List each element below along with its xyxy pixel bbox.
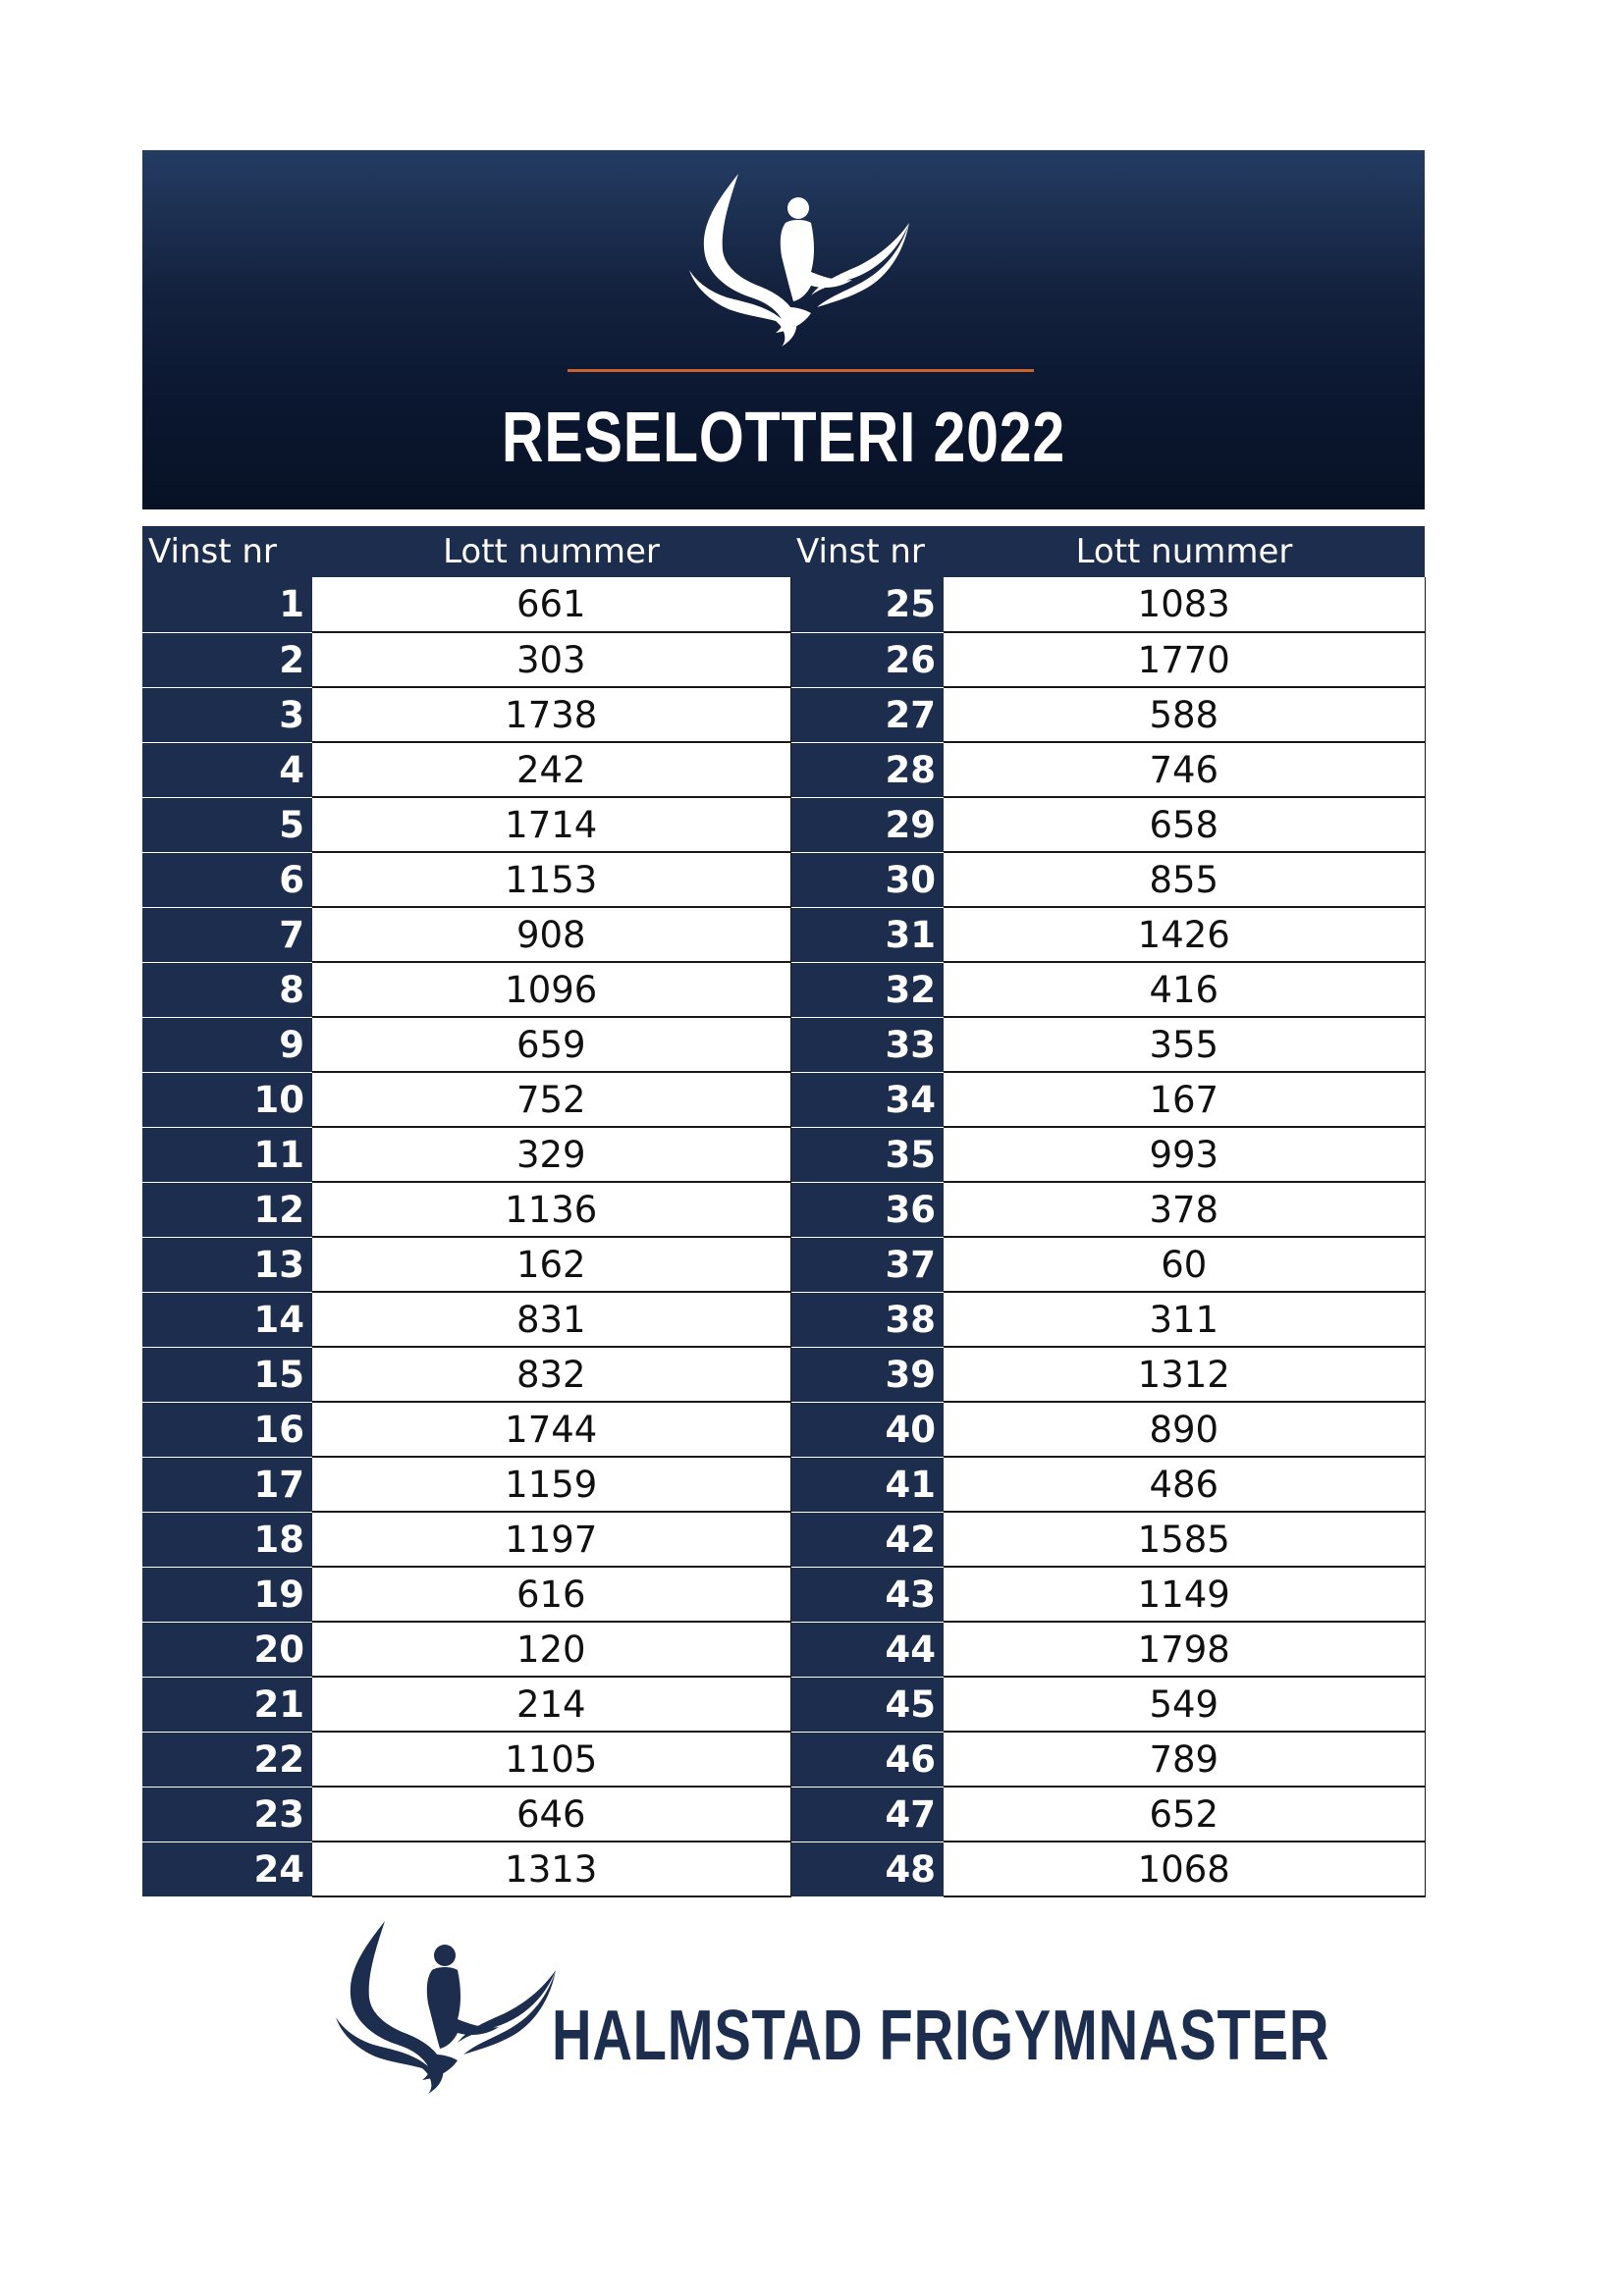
footer-brand: [324, 1919, 1330, 2101]
lott-nummer-cell: 242: [312, 742, 790, 797]
column-header-lott-nummer: Lott nummer: [312, 526, 790, 577]
banner-divider: [568, 369, 1034, 372]
vinst-nr-cell: 45: [790, 1677, 944, 1732]
table-row: [142, 1732, 1425, 1787]
lott-nummer-cell: 659: [312, 1017, 790, 1072]
winged-figure-logo-icon: [677, 172, 913, 348]
lott-nummer-cell: 1136: [312, 1182, 790, 1237]
table-row: [142, 687, 1425, 742]
table-row: [142, 742, 1425, 797]
vinst-nr-cell: 29: [790, 797, 944, 852]
column-header-lott-nummer: Lott nummer: [944, 526, 1425, 577]
table-row: [142, 577, 1425, 632]
vinst-nr-cell: 8: [142, 962, 312, 1017]
lott-nummer-cell: 355: [944, 1017, 1425, 1072]
lott-nummer-cell: 60: [944, 1237, 1425, 1292]
vinst-nr-cell: 1: [142, 577, 312, 632]
vinst-nr-cell: 19: [142, 1567, 312, 1622]
lott-nummer-cell: 588: [944, 687, 1425, 742]
lott-nummer-cell: 1744: [312, 1402, 790, 1457]
lott-nummer-cell: 752: [312, 1072, 790, 1127]
vinst-nr-cell: 34: [790, 1072, 944, 1127]
page-title: RESELOTTERI 2022: [501, 399, 1066, 477]
vinst-nr-cell: 41: [790, 1457, 944, 1512]
vinst-nr-cell: 5: [142, 797, 312, 852]
lott-nummer-cell: 1159: [312, 1457, 790, 1512]
vinst-nr-cell: 18: [142, 1512, 312, 1567]
vinst-nr-cell: 33: [790, 1017, 944, 1072]
table-row: [142, 1787, 1425, 1842]
vinst-nr-cell: 10: [142, 1072, 312, 1127]
lott-nummer-cell: 616: [312, 1567, 790, 1622]
results-table: [142, 526, 1426, 1897]
vinst-nr-cell: 4: [142, 742, 312, 797]
lott-nummer-cell: 1312: [944, 1347, 1425, 1402]
lott-nummer-cell: 658: [944, 797, 1425, 852]
winged-figure-logo-icon: [324, 1919, 560, 2096]
vinst-nr-cell: 24: [142, 1842, 312, 1896]
table-row: [142, 1402, 1425, 1457]
vinst-nr-cell: 6: [142, 852, 312, 907]
lott-nummer-cell: 1798: [944, 1622, 1425, 1677]
table-row: [142, 1292, 1425, 1347]
lott-nummer-cell: 1083: [944, 577, 1425, 632]
lott-nummer-cell: 549: [944, 1677, 1425, 1732]
table-row: [142, 797, 1425, 852]
vinst-nr-cell: 43: [790, 1567, 944, 1622]
vinst-nr-cell: 48: [790, 1842, 944, 1896]
lott-nummer-cell: 167: [944, 1072, 1425, 1127]
vinst-nr-cell: 42: [790, 1512, 944, 1567]
table-row: [142, 1842, 1425, 1896]
lott-nummer-cell: 486: [944, 1457, 1425, 1512]
lott-nummer-cell: 416: [944, 962, 1425, 1017]
lott-nummer-cell: 908: [312, 907, 790, 962]
vinst-nr-cell: 2: [142, 632, 312, 687]
lott-nummer-cell: 1585: [944, 1512, 1425, 1567]
vinst-nr-cell: 23: [142, 1787, 312, 1842]
lott-nummer-cell: 162: [312, 1237, 790, 1292]
vinst-nr-cell: 30: [790, 852, 944, 907]
vinst-nr-cell: 25: [790, 577, 944, 632]
lott-nummer-cell: 746: [944, 742, 1425, 797]
vinst-nr-cell: 40: [790, 1402, 944, 1457]
vinst-nr-cell: 44: [790, 1622, 944, 1677]
lott-nummer-cell: 789: [944, 1732, 1425, 1787]
vinst-nr-cell: 47: [790, 1787, 944, 1842]
table-row: [142, 1512, 1425, 1567]
lott-nummer-cell: 1068: [944, 1842, 1425, 1896]
lott-nummer-cell: 311: [944, 1292, 1425, 1347]
table-row: [142, 1182, 1425, 1237]
lott-nummer-cell: 1153: [312, 852, 790, 907]
vinst-nr-cell: 14: [142, 1292, 312, 1347]
vinst-nr-cell: 7: [142, 907, 312, 962]
table-row: [142, 1017, 1425, 1072]
lott-nummer-cell: 652: [944, 1787, 1425, 1842]
vinst-nr-cell: 21: [142, 1677, 312, 1732]
vinst-nr-cell: 31: [790, 907, 944, 962]
table-row: [142, 1677, 1425, 1732]
vinst-nr-cell: 35: [790, 1127, 944, 1182]
lott-nummer-cell: 1770: [944, 632, 1425, 687]
lott-nummer-cell: 120: [312, 1622, 790, 1677]
column-header-vinst-nr: Vinst nr: [790, 526, 944, 577]
vinst-nr-cell: 38: [790, 1292, 944, 1347]
lott-nummer-cell: 1738: [312, 687, 790, 742]
vinst-nr-cell: 28: [790, 742, 944, 797]
header-banner: [142, 150, 1425, 509]
lott-nummer-cell: 1105: [312, 1732, 790, 1787]
vinst-nr-cell: 15: [142, 1347, 312, 1402]
table-header-row: [142, 526, 1425, 577]
club-name: HALMSTAD FRIGYMNASTER: [552, 1997, 1330, 2075]
table-row: [142, 1457, 1425, 1512]
vinst-nr-cell: 16: [142, 1402, 312, 1457]
vinst-nr-cell: 27: [790, 687, 944, 742]
vinst-nr-cell: 11: [142, 1127, 312, 1182]
vinst-nr-cell: 26: [790, 632, 944, 687]
vinst-nr-cell: 3: [142, 687, 312, 742]
lott-nummer-cell: 832: [312, 1347, 790, 1402]
lott-nummer-cell: 329: [312, 1127, 790, 1182]
table-row: [142, 852, 1425, 907]
vinst-nr-cell: 39: [790, 1347, 944, 1402]
lott-nummer-cell: 1313: [312, 1842, 790, 1896]
table-row: [142, 1622, 1425, 1677]
lott-nummer-cell: 646: [312, 1787, 790, 1842]
table-row: [142, 962, 1425, 1017]
column-header-vinst-nr: Vinst nr: [142, 526, 312, 577]
vinst-nr-cell: 22: [142, 1732, 312, 1787]
table-row: [142, 1127, 1425, 1182]
table-row: [142, 1567, 1425, 1622]
lott-nummer-cell: 993: [944, 1127, 1425, 1182]
lott-nummer-cell: 855: [944, 852, 1425, 907]
lott-nummer-cell: 1096: [312, 962, 790, 1017]
lott-nummer-cell: 831: [312, 1292, 790, 1347]
lott-nummer-cell: 378: [944, 1182, 1425, 1237]
lott-nummer-cell: 1714: [312, 797, 790, 852]
table-row: [142, 907, 1425, 962]
vinst-nr-cell: 32: [790, 962, 944, 1017]
lott-nummer-cell: 1426: [944, 907, 1425, 962]
table-row: [142, 1347, 1425, 1402]
lott-nummer-cell: 214: [312, 1677, 790, 1732]
lott-nummer-cell: 303: [312, 632, 790, 687]
table-row: [142, 632, 1425, 687]
vinst-nr-cell: 12: [142, 1182, 312, 1237]
table-row: [142, 1237, 1425, 1292]
vinst-nr-cell: 37: [790, 1237, 944, 1292]
lott-nummer-cell: 661: [312, 577, 790, 632]
vinst-nr-cell: 46: [790, 1732, 944, 1787]
vinst-nr-cell: 17: [142, 1457, 312, 1512]
vinst-nr-cell: 13: [142, 1237, 312, 1292]
vinst-nr-cell: 36: [790, 1182, 944, 1237]
lott-nummer-cell: 1149: [944, 1567, 1425, 1622]
table-row: [142, 1072, 1425, 1127]
vinst-nr-cell: 9: [142, 1017, 312, 1072]
vinst-nr-cell: 20: [142, 1622, 312, 1677]
lott-nummer-cell: 1197: [312, 1512, 790, 1567]
lott-nummer-cell: 890: [944, 1402, 1425, 1457]
